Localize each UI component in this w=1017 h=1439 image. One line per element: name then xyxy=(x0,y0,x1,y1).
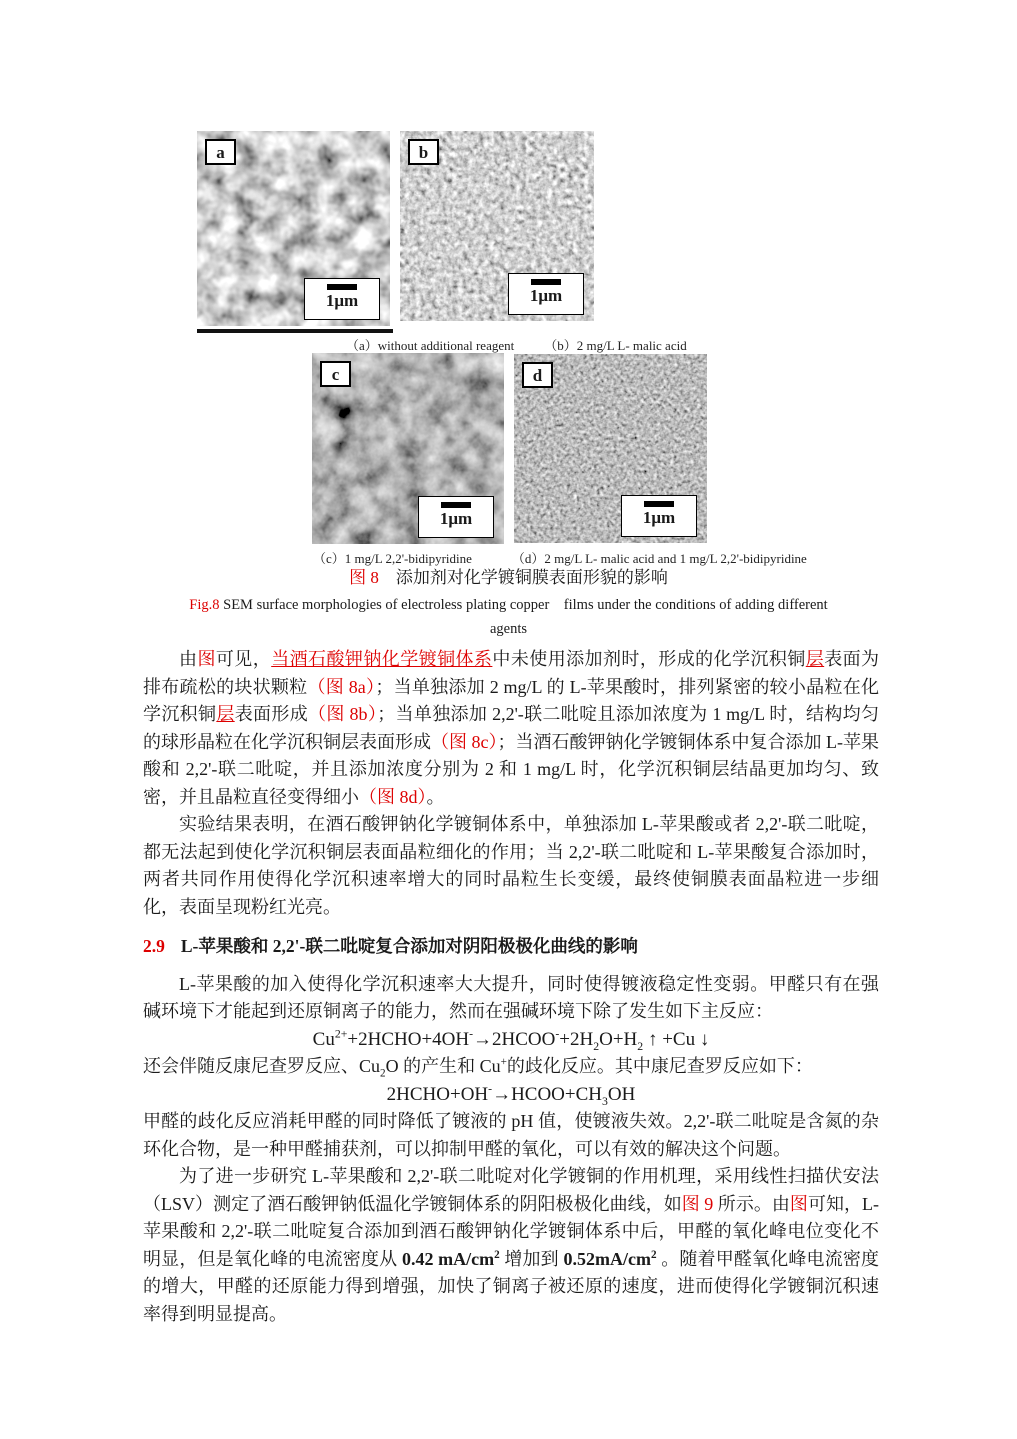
figure-caption-english: Fig.8 SEM surface morphologies of electroless plating copper films under the conditions of adding different xyxy=(189,597,828,613)
panel-caption-b: （b）2 mg/L L- malic acid xyxy=(544,338,687,353)
panel-caption-d: （d）2 mg/L L- malic acid and 1 mg/L 2,2'-bidipyridine xyxy=(511,551,807,566)
scale-bar-box xyxy=(508,273,584,315)
figure-caption-chinese: 图 8 添加剂对化学镀铜膜表面形貌的影响 xyxy=(349,568,668,587)
sem-image-panel-d xyxy=(514,354,707,543)
scale-bar-label: 1μm xyxy=(439,509,473,528)
panel-caption-c: （c）1 mg/L 2,2'-bidipyridine xyxy=(313,551,472,566)
body-text-column xyxy=(143,646,879,1328)
panel-caption-row-1 xyxy=(346,335,687,354)
paragraph-lsv-analysis: 为了进一步研究 L-苹果酸和 2,2'-联二吡啶对化学镀铜的作用机理，采用线性扫描伏安法（LSV）测定了酒石酸钾钠低温化学镀铜体系的阴阳极极化曲线，如图 9 所示。由图可知，L-苹果酸和 2,2'-联二吡啶复合添加到酒石酸钾钠化学镀铜体系中后，甲醛的氧化峰电位变化不明显，但是氧化峰的电流密度从 0.42 $mA/cm^2$ 增加到 $0.52mA/cm^2$ 。随着甲醛氧化峰电流密度的增大，甲醛的还原能力得到增强，加快了铜离子被还原的速度，进而使得化学镀铜沉积速率得到明显提高。 xyxy=(143,1166,880,1324)
chemical-equation-main-reaction: $Cu^{2+}+2HCHO+4OH^-\to 2HCOO^-+2H_2O+H_2$ ↑ +Cu ↓ xyxy=(312,1027,710,1053)
paragraph-formaldehyde-disproportionation: 甲醛的歧化反应消耗甲醛的同时降低了镀液的 pH 值，使镀液失效。2,2'-联二吡啶是含氮的杂环化合物，是一种甲醛捕获剂，可以抑制甲醛的氧化，可以有效的解决这个问题。 xyxy=(143,1111,879,1159)
scale-bar-box xyxy=(304,278,380,320)
sem-image-panel-b xyxy=(400,131,594,321)
sem-image-panel-a xyxy=(197,131,390,326)
panel-caption-a: （a）without additional reagent xyxy=(346,338,515,353)
paragraph-figure-discussion: 由图可见，当酒石酸钾钠化学镀铜体系中未使用添加剂时，形成的化学沉积铜层表面为排布疏松的块状颗粒（图 8a）；当单独添加 2 mg/L 的 L-苹果酸时，排列紧密的较小晶粒在化学沉积铜层表面形成（图 8b）；当单独添加 2,2'-联二吡啶且添加浓度为 1 mg/L 时，结构均匀的球形晶粒在化学沉积铜层表面形成（图 8c）；当酒石酸钾钠化学镀铜体系中复合添加 L-苹果酸和 2,2'-联二吡啶，并且添加浓度分别为 2 和 1 mg/L 时，化学沉积铜层结晶更加均匀、致密，并且晶粒直径变得细小（图 8d）。 xyxy=(143,649,880,807)
scale-bar-box xyxy=(418,496,494,538)
sem-image-panel-c xyxy=(312,353,504,544)
scale-bar-label: 1μm xyxy=(529,286,563,305)
panel-label-d: d xyxy=(522,362,553,388)
section-heading-2-9: 2.9 L-苹果酸和 2,2'-联二吡啶复合添加对阴阳极极化曲线的影响 xyxy=(143,936,638,956)
panel-label-c: c xyxy=(320,361,351,387)
panel-label-b: b xyxy=(408,139,439,165)
scale-bar-box xyxy=(621,495,697,537)
paragraph-side-reactions: 还会伴随反康尼查罗反应、$Cu_2O$ 的产生和 Cu+的歧化反应。其中康尼查罗反应如下： xyxy=(143,1056,813,1080)
divider-line xyxy=(197,329,393,333)
figure-caption-english-line2: agents xyxy=(489,621,528,637)
paragraph-experiment-results: 实验结果表明，在酒石酸钾钠化学镀铜体系中，单独添加 L-苹果酸或者 2,2'-联二吡啶，都无法起到使化学沉积铜层表面晶粒细化的作用；当 2,2'-联二吡啶和 L-苹果酸复合添加时，两者共同作用使得化学沉积速率增大的同时晶粒生长变缓，最终使铜膜表面晶粒进一步细化，表面呈现粉红光亮。 xyxy=(143,814,879,917)
paragraph-malic-acid-effect: L-苹果酸的加入使得化学沉积速率大大提升，同时使得镀液稳定性变弱。甲醛只有在强碱环境下才能起到还原铜离子的能力，然而在强碱环境下除了发生如下主反应： xyxy=(143,973,879,1021)
scale-bar-label: 1μm xyxy=(325,291,359,310)
panel-label-a: a xyxy=(205,139,236,165)
chemical-equation-cannizzaro: $2HCHO+OH^-\to HCOO+CH_3OH$ xyxy=(386,1082,636,1108)
scale-bar-label: 1μm xyxy=(642,508,676,527)
